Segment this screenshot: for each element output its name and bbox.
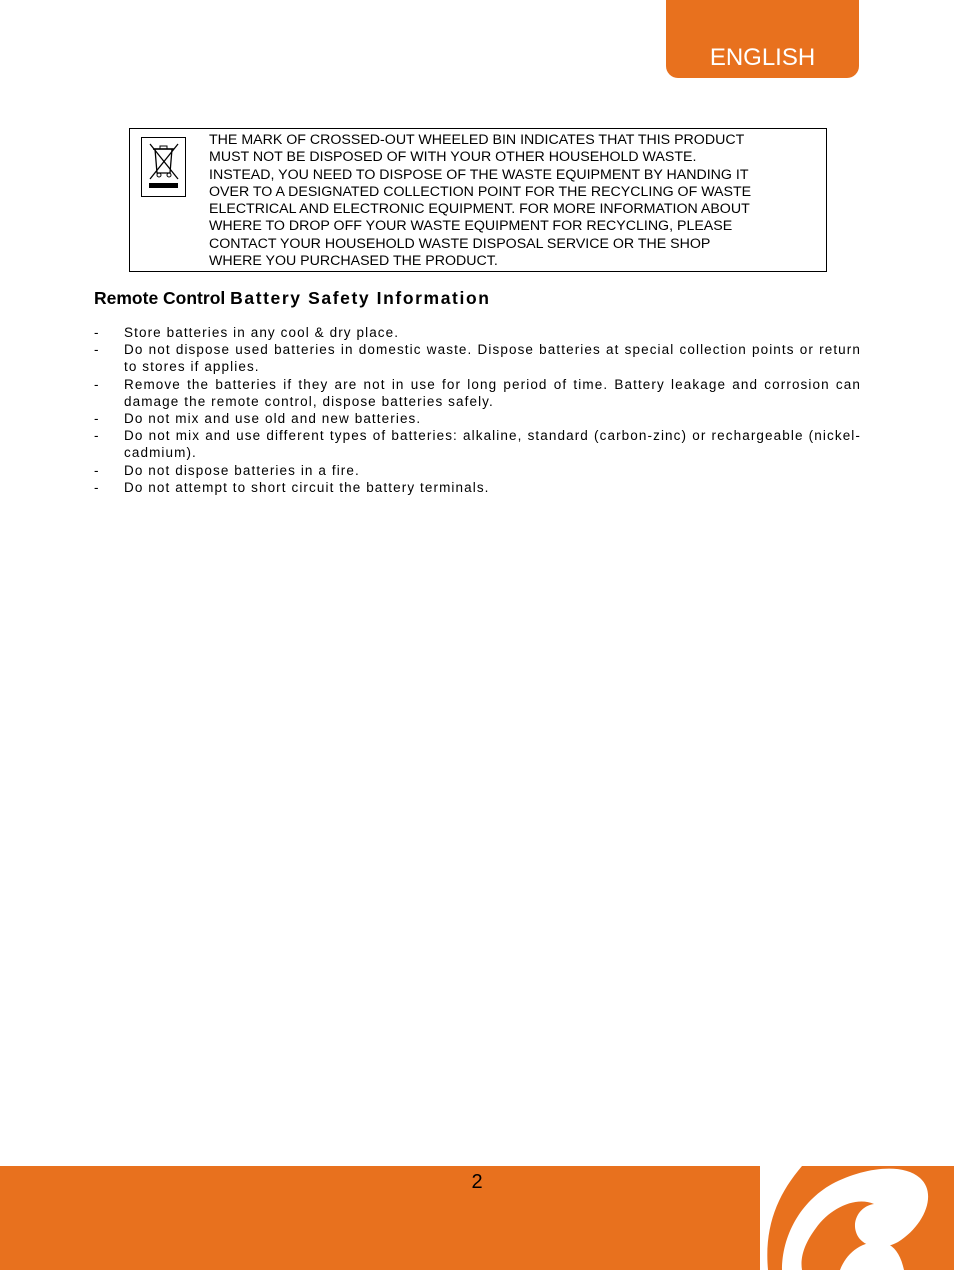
weee-notice-line: CONTACT YOUR HOUSEHOLD WASTE DISPOSAL SERVICE OR THE SHOP [209, 235, 711, 252]
section-title-part2: Battery Safety Information [230, 288, 491, 308]
battery-safety-list [94, 324, 861, 496]
list-item [94, 410, 861, 427]
bullet-dash: - [94, 342, 99, 358]
weee-notice-line: MUST NOT BE DISPOSED OF WITH YOUR OTHER HOUSEHOLD WASTE. [209, 149, 697, 166]
list-item-text: Do not mix and use different types of batteries: alkaline, standard (carbon-zinc) or rechargeable (nickel-cadmium). [124, 428, 861, 461]
list-item-text: Do not dispose batteries in a fire. [124, 462, 360, 478]
page-number: 2 [471, 1171, 483, 1193]
list-item [94, 376, 861, 410]
bullet-dash: - [94, 325, 99, 340]
weee-notice-line: OVER TO A DESIGNATED COLLECTION POINT FOR THE RECYCLING OF WASTE [209, 183, 752, 200]
weee-notice-line: INSTEAD, YOU NEED TO DISPOSE OF THE WASTE EQUIPMENT BY HANDING IT [209, 166, 749, 183]
language-tab [666, 0, 859, 78]
list-item-text: Do not attempt to short circuit the battery terminals. [124, 479, 490, 495]
list-item [94, 341, 861, 375]
language-tab-label: ENGLISH [709, 44, 816, 71]
list-item-text: Store batteries in any cool & dry place. [124, 325, 400, 340]
crossed-out-wheeled-bin-icon [141, 137, 186, 197]
section-title [94, 287, 491, 309]
list-item-text: Do not mix and use old and new batteries. [124, 411, 422, 427]
list-item [94, 462, 861, 479]
bullet-dash: - [94, 462, 99, 478]
bullet-dash: - [94, 428, 99, 444]
weee-notice-line: ELECTRICAL AND ELECTRONIC EQUIPMENT. FOR MORE INFORMATION ABOUT [209, 201, 750, 218]
list-item-text: Do not dispose used batteries in domestic waste. Dispose batteries at special collection points or return to stores if applies. [124, 342, 861, 375]
list-item [94, 324, 861, 341]
list-item [94, 427, 861, 461]
weee-notice-box [129, 128, 827, 272]
weee-notice-line: WHERE TO DROP OFF YOUR WASTE EQUIPMENT FOR RECYCLING, PLEASE [209, 218, 733, 235]
bullet-dash: - [94, 376, 99, 392]
list-item [94, 479, 861, 496]
weee-notice-line: WHERE YOU PURCHASED THE PRODUCT. [209, 253, 498, 270]
bullet-dash: - [94, 411, 99, 427]
section-title-part1: Remote Control [94, 288, 231, 308]
weee-notice-text [209, 132, 819, 270]
bullet-dash: - [94, 479, 99, 495]
weee-notice-line: THE MARK OF CROSSED-OUT WHEELED BIN INDICATES THAT THIS PRODUCT [209, 132, 745, 148]
brand-swirl-logo-icon [760, 1166, 954, 1270]
list-item-text: Remove the batteries if they are not in use for long period of time. Battery leakage and corrosion can damage the remote control, dispose batteries safely. [124, 376, 861, 409]
